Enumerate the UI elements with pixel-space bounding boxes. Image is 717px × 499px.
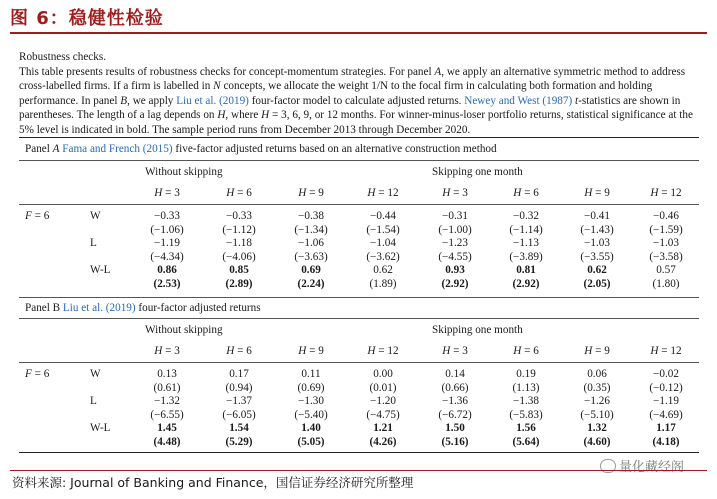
panelB-cell-tstat: (−6.72) <box>438 408 472 421</box>
panelA-row-label: W-L <box>90 264 111 276</box>
panelA-h-col-7: H = 12 <box>650 187 682 199</box>
panelA-cell-tstat: (2.53) <box>153 277 181 290</box>
panel-a-label: Panel A Fama and French (2015) five-factor adjusted returns based on an alternative construction method <box>25 143 497 155</box>
header-rule <box>10 32 707 34</box>
panelA-cell-value: −1.19 <box>154 237 180 249</box>
panelB-cell-value: 0.19 <box>516 368 536 380</box>
panelA-cell-value: 0.85 <box>229 264 249 276</box>
panelB-cell-value: −1.20 <box>370 395 396 407</box>
panel-b-header-rule <box>19 362 699 363</box>
panelB-cell-value: 1.32 <box>587 422 607 434</box>
panelB-cell-value: 1.54 <box>229 422 249 434</box>
panelA-cell-tstat: (1.89) <box>369 277 397 290</box>
panelB-cell-value: −1.36 <box>442 395 468 407</box>
panelB-row-label: W-L <box>90 422 111 434</box>
panel-a-rule <box>19 160 699 161</box>
panel-b-top-rule <box>19 297 699 298</box>
panelB-cell-tstat: (4.48) <box>153 435 181 448</box>
figure-header <box>10 6 707 34</box>
figure-title: 图 6：稳健性检验 <box>10 8 164 29</box>
panelA-cell-value: 0.62 <box>587 264 607 276</box>
panelB-cell-value: 0.17 <box>229 368 249 380</box>
panelB-cell-value: 0.13 <box>157 368 177 380</box>
panelA-row-label: W <box>90 210 101 222</box>
table-caption <box>19 50 699 137</box>
panelB-cell-tstat: (5.29) <box>225 435 253 448</box>
panelA-h-col-0: H = 3 <box>154 187 180 199</box>
panelB-cell-value: 1.40 <box>301 422 321 434</box>
ref-fama-link[interactable]: Fama and French (2015) <box>62 143 173 155</box>
panelB-cell-value: −1.19 <box>653 395 679 407</box>
source-note: 资料来源: Journal of Banking and Finance，国信证券经济研究所整理 <box>12 475 414 490</box>
panelA-cell-tstat: (2.92) <box>512 277 540 290</box>
panelB-row-label: L <box>90 395 97 407</box>
panelA-h-col-2: H = 9 <box>298 187 324 199</box>
panelA-cell-tstat: (−3.89) <box>509 250 543 263</box>
panelA-cell-value: −1.03 <box>584 237 610 249</box>
panelA-cell-tstat: (−3.62) <box>366 250 400 263</box>
panelB-cell-tstat: (−5.40) <box>294 408 328 421</box>
panelA-cell-value: 0.69 <box>301 264 321 276</box>
panelB-cell-tstat: (−5.10) <box>580 408 614 421</box>
panelA-cell-value: −0.32 <box>513 210 539 222</box>
panelA-cell-value: −0.33 <box>154 210 180 222</box>
panelA-cell-value: −0.33 <box>226 210 252 222</box>
panelB-cell-value: 1.50 <box>445 422 465 434</box>
panelA-cell-tstat: (−1.43) <box>580 223 614 236</box>
panel-b-f-label: F = 6 <box>25 368 50 380</box>
panelA-h-col-3: H = 12 <box>367 187 399 199</box>
panelA-cell-value: −1.03 <box>653 237 679 249</box>
panelB-cell-tstat: (4.26) <box>369 435 397 448</box>
panelB-cell-value: −1.32 <box>154 395 180 407</box>
panelB-cell-tstat: (5.64) <box>512 435 540 448</box>
panelA-cell-value: 0.62 <box>373 264 393 276</box>
panelA-cell-value: −1.06 <box>298 237 324 249</box>
panelB-h-col-5: H = 6 <box>513 345 539 357</box>
panelB-cell-tstat: (5.16) <box>441 435 469 448</box>
panel-b-label: Panel B Liu et al. (2019) four-factor adjusted returns <box>25 302 261 314</box>
panelB-h-col-7: H = 12 <box>650 345 682 357</box>
panelB-cell-tstat: (4.60) <box>583 435 611 448</box>
panelA-cell-tstat: (−1.54) <box>366 223 400 236</box>
caption-title: Robustness checks. <box>19 51 107 63</box>
panelA-cell-value: −0.46 <box>653 210 679 222</box>
panelB-h-col-2: H = 9 <box>298 345 324 357</box>
panelA-cell-tstat: (−4.06) <box>222 250 256 263</box>
panelB-cell-tstat: (5.05) <box>297 435 325 448</box>
panelA-cell-value: 0.81 <box>516 264 536 276</box>
panel-a-group-without: Without skipping <box>145 166 223 178</box>
panelB-cell-value: −1.37 <box>226 395 252 407</box>
panelB-h-col-3: H = 12 <box>367 345 399 357</box>
panelA-cell-tstat: (1.80) <box>652 277 680 290</box>
panelB-cell-tstat: (0.61) <box>153 381 181 394</box>
panelA-cell-tstat: (−1.59) <box>649 223 683 236</box>
panelA-h-col-5: H = 6 <box>513 187 539 199</box>
panelB-cell-value: 0.14 <box>445 368 465 380</box>
panelB-cell-tstat: (−0.12) <box>649 381 683 394</box>
panelA-cell-tstat: (−4.34) <box>150 250 184 263</box>
panelB-cell-tstat: (1.13) <box>512 381 540 394</box>
panel-b-rule <box>19 318 699 319</box>
panelA-cell-tstat: (−1.12) <box>222 223 256 236</box>
panelA-cell-tstat: (−4.55) <box>438 250 472 263</box>
panelA-cell-tstat: (2.05) <box>583 277 611 290</box>
panelB-cell-tstat: (0.94) <box>225 381 253 394</box>
panelB-cell-value: 1.45 <box>157 422 177 434</box>
table-bottom-rule <box>19 452 699 453</box>
panelB-cell-value: 1.17 <box>656 422 676 434</box>
panelB-h-col-0: H = 3 <box>154 345 180 357</box>
panelA-cell-tstat: (−3.58) <box>649 250 683 263</box>
panelA-cell-value: −1.13 <box>513 237 539 249</box>
panelA-cell-tstat: (−1.06) <box>150 223 184 236</box>
panelA-h-col-6: H = 9 <box>584 187 610 199</box>
ref-newey-link[interactable]: Newey and West (1987) <box>464 94 573 107</box>
panelB-h-col-6: H = 9 <box>584 345 610 357</box>
table-top-rule <box>19 137 699 138</box>
panelA-cell-value: −0.31 <box>442 210 468 222</box>
panelA-cell-value: 0.86 <box>157 264 177 276</box>
panelB-cell-value: 0.00 <box>373 368 393 380</box>
panelA-h-col-4: H = 3 <box>442 187 468 199</box>
panelA-cell-tstat: (2.89) <box>225 277 253 290</box>
panelA-cell-tstat: (2.92) <box>441 277 469 290</box>
panelB-cell-tstat: (−4.69) <box>649 408 683 421</box>
panelA-cell-tstat: (−1.34) <box>294 223 328 236</box>
panelB-cell-tstat: (−4.75) <box>366 408 400 421</box>
panelA-cell-tstat: (−3.63) <box>294 250 328 263</box>
panelA-cell-tstat: (−3.55) <box>580 250 614 263</box>
panel-a-header-rule <box>19 204 699 205</box>
panel-b-group-skipping: Skipping one month <box>432 324 523 336</box>
panelA-cell-value: −0.44 <box>370 210 396 222</box>
panelB-cell-tstat: (0.69) <box>297 381 325 394</box>
panelA-cell-value: −1.04 <box>370 237 396 249</box>
panelB-cell-tstat: (0.66) <box>441 381 469 394</box>
panelA-cell-value: −1.23 <box>442 237 468 249</box>
panelB-cell-tstat: (−5.83) <box>509 408 543 421</box>
caption-body: This table presents results of robustness checks for concept-momentum strategies. For panel A, we apply an alternative symmetric method to address cross-labelled firms. If a firm is labelled in N concepts, we allocate the weight 1/N to the focal firm in calculating both formation and holding performance. In panel B, we apply Liu et al. (2019) four-factor model to calculate adjusted returns. Newey and West (1987) t-statistics are shown in parentheses. The length of a lag depends on H, where H = 3, 6, 9, or 12 months. For winner-minus-loser portfolio returns, statistical significance at the 5% level is indicated in bold. The sample period runs from December 2013 through December 2020. <box>19 65 693 136</box>
panelB-cell-value: 0.06 <box>587 368 607 380</box>
panelB-cell-value: 0.11 <box>301 368 321 380</box>
panelB-cell-value: −1.30 <box>298 395 324 407</box>
panelB-cell-tstat: (−6.55) <box>150 408 184 421</box>
panelB-cell-value: 1.21 <box>373 422 393 434</box>
ref-liu-link[interactable]: Liu et al. (2019) <box>176 94 249 107</box>
footer-rule <box>10 470 707 471</box>
panel-b-group-without: Without skipping <box>145 324 223 336</box>
panelA-cell-tstat: (−1.14) <box>509 223 543 236</box>
watermark: 量化藏经阁 <box>600 456 684 475</box>
ref-liu-link-b[interactable]: Liu et al. (2019) <box>62 302 136 314</box>
panelB-cell-tstat: (0.01) <box>369 381 397 394</box>
panelB-cell-tstat: (0.35) <box>583 381 611 394</box>
panelA-h-col-1: H = 6 <box>226 187 252 199</box>
panelB-cell-value: −0.02 <box>653 368 679 380</box>
panelB-cell-value: −1.26 <box>584 395 610 407</box>
panel-a-f-label: F = 6 <box>25 210 50 222</box>
panelB-cell-value: 1.56 <box>516 422 536 434</box>
panelA-cell-tstat: (2.24) <box>297 277 325 290</box>
panelB-cell-tstat: (−6.05) <box>222 408 256 421</box>
panelA-cell-value: 0.57 <box>656 264 676 276</box>
panelA-cell-value: −0.38 <box>298 210 324 222</box>
panelB-h-col-1: H = 6 <box>226 345 252 357</box>
panelA-cell-value: −0.41 <box>584 210 610 222</box>
panelA-cell-value: −1.18 <box>226 237 252 249</box>
panelB-row-label: W <box>90 368 101 380</box>
panelB-cell-tstat: (4.18) <box>652 435 680 448</box>
panelA-row-label: L <box>90 237 97 249</box>
panelA-cell-value: 0.93 <box>445 264 465 276</box>
panel-a-group-skipping: Skipping one month <box>432 166 523 178</box>
panelB-h-col-4: H = 3 <box>442 345 468 357</box>
panelA-cell-tstat: (−1.00) <box>438 223 472 236</box>
panelB-cell-value: −1.38 <box>513 395 539 407</box>
